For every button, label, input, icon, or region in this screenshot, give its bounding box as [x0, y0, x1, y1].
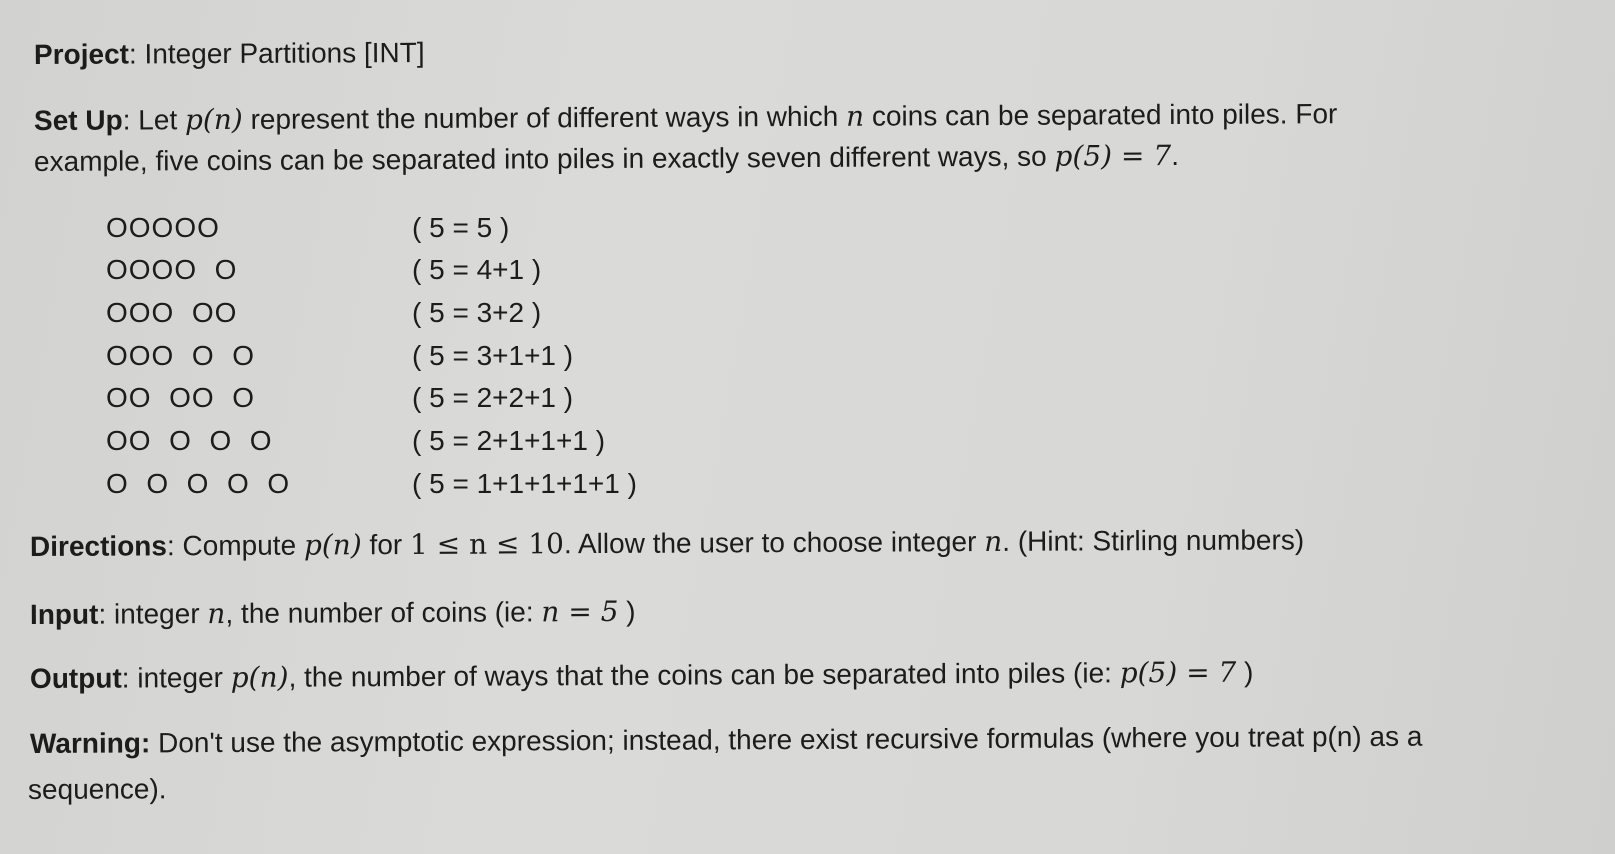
partition-expression: ( 5 = 3+1+1 ): [412, 340, 574, 371]
setup-line-1: Set Up: Let p(n) represent the number of different ways in which n coins can be separated into piles. For: [33, 98, 1338, 137]
partition-expression: ( 5 = 5 ): [412, 212, 510, 243]
partition-coins: OO O O O: [106, 425, 273, 456]
partition-expression: ( 5 = 1+1+1+1+1 ): [412, 468, 637, 499]
partition-expression: ( 5 = 2+2+1 ): [412, 382, 574, 413]
partition-coins: OO OO O: [106, 382, 256, 413]
output-line: Output: integer p(n), the number of ways that the coins can be separated into piles (ie: p(5) = 7 ): [29, 655, 1254, 694]
partition-coins: OOOOO: [106, 212, 220, 243]
project-title: Project: Integer Partitions [INT]: [33, 36, 425, 70]
partition-coins: OOOO O: [106, 254, 238, 285]
partition-expression: ( 5 = 3+2 ): [412, 297, 542, 328]
input-line: Input: integer n, the number of coins (ie: n = 5 ): [29, 594, 636, 631]
directions-line: Directions: Compute p(n) for 1 ≤ n ≤ 10. Allow the user to choose integer n. (Hint: Stirling numbers): [29, 524, 1305, 562]
partition-expression: ( 5 = 4+1 ): [412, 254, 542, 285]
partition-coins: OOO OO: [106, 297, 238, 328]
partition-coins: OOO O O: [106, 340, 256, 371]
partition-expression: ( 5 = 2+1+1+1 ): [412, 425, 606, 456]
warning-line-1: Warning: Don't use the asymptotic expression; instead, there exist recursive formulas (where you treat p(n) as a: [29, 720, 1423, 759]
setup-line-2: example, five coins can be separated into piles in exactly seven different ways, so p(5) = 7.: [33, 139, 1180, 177]
partition-coins: O O O O O: [106, 468, 291, 499]
warning-line-2: sequence).: [27, 773, 167, 805]
